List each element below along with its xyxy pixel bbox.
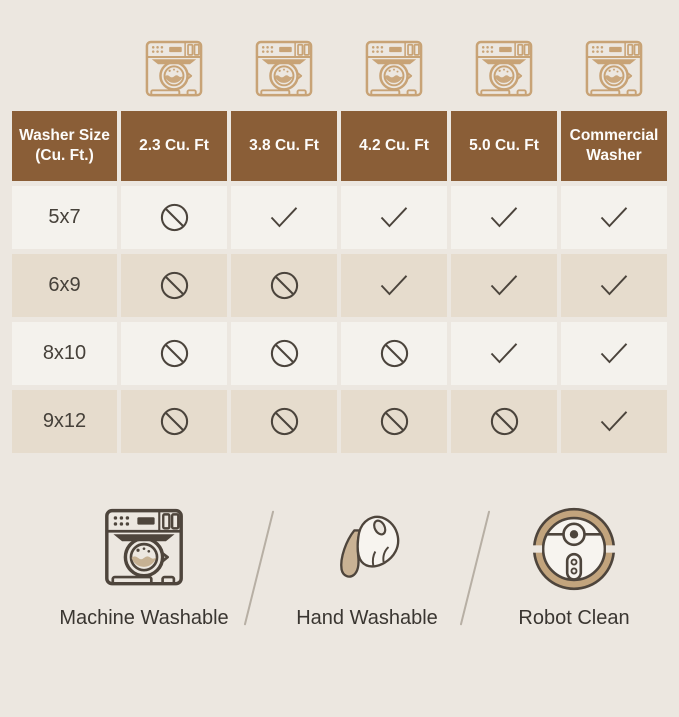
header-cell: Commercial Washer — [561, 111, 667, 181]
washing-machine-icon — [341, 38, 447, 104]
table-cell — [231, 254, 337, 317]
table-cell — [561, 186, 667, 249]
header-cell: 4.2 Cu. Ft — [341, 111, 447, 181]
legend-label: Hand Washable — [296, 607, 438, 629]
prohibited-icon — [159, 406, 190, 437]
table-cell — [341, 186, 447, 249]
table-cell — [451, 186, 557, 249]
washing-machine-icon — [121, 38, 227, 104]
prohibited-icon — [379, 406, 410, 437]
robot-vacuum-icon — [530, 505, 618, 593]
legend-item-hand-washable — [260, 505, 474, 630]
prohibited-icon — [269, 270, 300, 301]
table-cell — [561, 390, 667, 453]
table-cell — [231, 186, 337, 249]
prohibited-icon — [159, 202, 190, 233]
row-label: 9x12 — [12, 390, 117, 453]
table-cell — [231, 322, 337, 385]
table-cell — [561, 254, 667, 317]
header-cell: 3.8 Cu. Ft — [231, 111, 337, 181]
row-label: 8x10 — [12, 322, 117, 385]
check-icon — [379, 273, 409, 298]
legend-label: Robot Clean — [518, 607, 630, 629]
table-cell — [121, 322, 227, 385]
table-cell — [231, 390, 337, 453]
check-icon — [599, 409, 629, 434]
icon-row-spacer — [12, 38, 117, 104]
table-cell — [341, 254, 447, 317]
comparison-table — [0, 111, 679, 453]
table-cell — [341, 322, 447, 385]
prohibited-icon — [159, 270, 190, 301]
legend-item-machine-washable — [30, 505, 258, 630]
washing-machine-icon — [231, 38, 337, 104]
prohibited-icon — [489, 406, 520, 437]
cleaning-methods-legend — [0, 505, 679, 630]
table-cell — [341, 390, 447, 453]
check-icon — [599, 205, 629, 230]
washing-machine-icon — [561, 38, 667, 104]
header-cell: 2.3 Cu. Ft — [121, 111, 227, 181]
check-icon — [489, 205, 519, 230]
table-cell — [121, 390, 227, 453]
prohibited-icon — [159, 338, 190, 369]
table-cell — [451, 322, 557, 385]
header-cell: 5.0 Cu. Ft — [451, 111, 557, 181]
washing-machine-icon — [451, 38, 557, 104]
table-cell — [121, 186, 227, 249]
prohibited-icon — [269, 338, 300, 369]
header-cell-washer-size: Washer Size (Cu. Ft.) — [12, 111, 117, 181]
check-icon — [489, 273, 519, 298]
check-icon — [599, 273, 629, 298]
check-icon — [599, 341, 629, 366]
washer-icon-row — [0, 38, 679, 104]
row-label: 5x7 — [12, 186, 117, 249]
prohibited-icon — [269, 406, 300, 437]
prohibited-icon — [379, 338, 410, 369]
row-label: 6x9 — [12, 254, 117, 317]
hand-wash-icon — [320, 505, 414, 593]
table-cell — [561, 322, 667, 385]
check-icon — [269, 205, 299, 230]
check-icon — [379, 205, 409, 230]
check-icon — [489, 341, 519, 366]
legend-label: Machine Washable — [59, 607, 229, 629]
legend-item-robot-clean — [476, 505, 672, 630]
table-cell — [451, 254, 557, 317]
table-cell — [121, 254, 227, 317]
washing-machine-icon — [104, 505, 184, 593]
table-cell — [451, 390, 557, 453]
